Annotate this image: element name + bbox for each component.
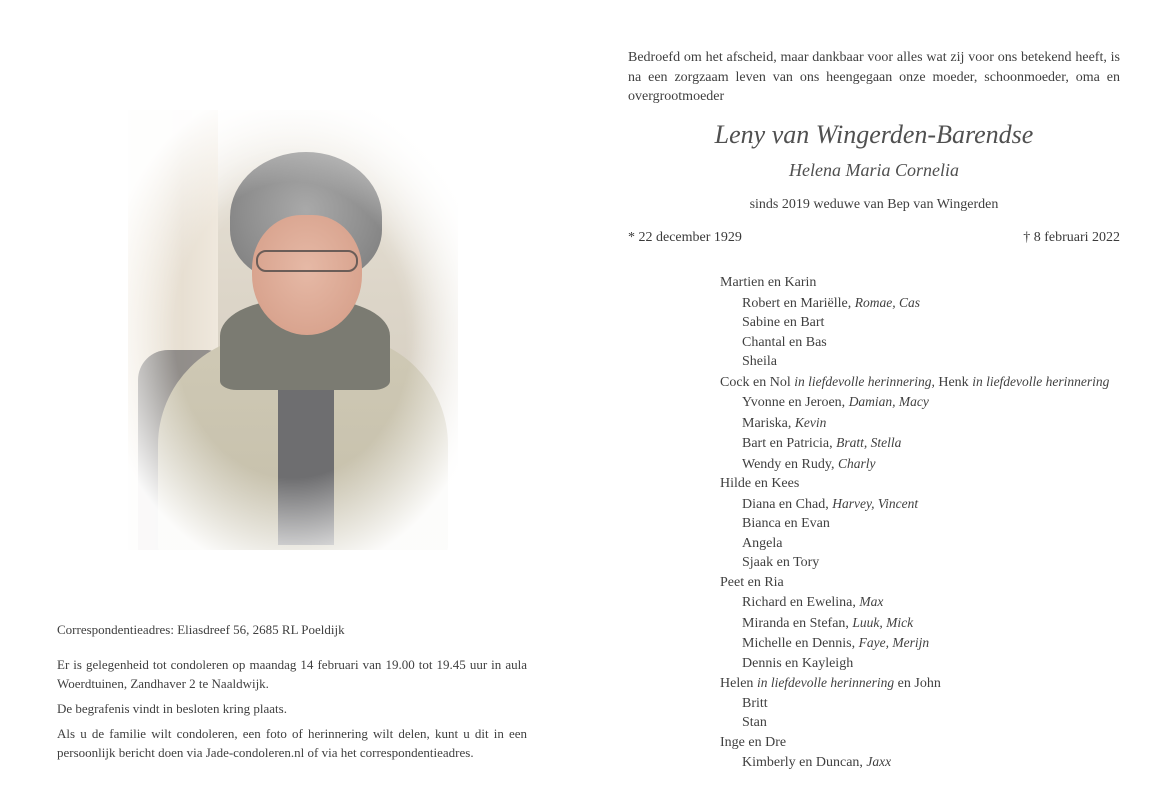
family-name-italic: Luuk, Mick: [852, 614, 914, 630]
intro-text: Bedroefd om het afscheid, maar dankbaar voor alles wat zij voor ons betekend heeft, is na een zorgzaam leven van ons heengegaan onze moeder, schoonmoeder, oma en overgrootmoeder: [628, 50, 1120, 104]
family-grandchild-line: [720, 392, 1140, 413]
family-name-italic: Kevin: [794, 414, 827, 430]
death-date: † 8 februari 2022: [1023, 230, 1120, 245]
family-name-italic: Damian, Macy: [848, 394, 929, 409]
family-name: Peet en Ria: [720, 574, 784, 590]
family-child-line: [720, 733, 1140, 753]
family-name: Richard en Ewelina,: [742, 595, 860, 610]
family-name: Chantal en Bas: [742, 334, 827, 350]
family-name: Wendy en Rudy,: [742, 456, 838, 472]
family-name-italic: Charly: [837, 455, 876, 471]
family-name: Hilde en Kees: [720, 476, 800, 491]
family-name-italic: Faye, Merijn: [858, 635, 930, 650]
family-name-italic: Jaxx: [866, 754, 892, 769]
family-name-italic: in liefdevolle herinnering,: [794, 373, 935, 389]
family-name: Mariska,: [742, 415, 795, 431]
correspondence-address: Correspondentieadres: Eliasdreef 56, 2685 RL Poeldijk: [57, 622, 345, 637]
family-grandchild-line: [720, 553, 1140, 573]
condolence-info: Er is gelegenheid tot condoleren op maandag 14 februari van 19.00 tot 19.45 uur in aula Woerdtuinen, Zandhaver 2 te Naaldwijk.: [57, 657, 527, 691]
family-grandchild-line: [720, 413, 1140, 434]
family-grandchild-line: [720, 534, 1140, 554]
family-grandchild-line: [720, 694, 1140, 714]
family-name: Britt: [742, 695, 768, 711]
funeral-info: De begrafenis vindt in besloten kring plaats.: [57, 701, 287, 716]
family-name-italic: in liefdevolle herinnering: [972, 373, 1110, 389]
family-grandchild-line: [720, 592, 1140, 613]
family-name-italic: Max: [859, 594, 884, 609]
family-grandchild-line: [720, 514, 1140, 534]
family-name: Helen: [720, 676, 757, 691]
family-grandchild-line: [720, 713, 1140, 733]
family-name: Henk: [934, 374, 973, 390]
family-grandchild-line: [720, 613, 1140, 634]
widow-line: sinds 2019 weduwe van Bep van Wingerden: [749, 197, 999, 212]
family-name: Bianca en Evan: [742, 516, 830, 531]
family-grandchild-line: [720, 633, 1140, 654]
family-name: Robert en Mariëlle,: [742, 295, 855, 311]
family-name: Dennis en Kayleigh: [742, 655, 854, 671]
family-name: Bart en Patricia,: [742, 436, 837, 451]
family-name: Michelle en Dennis,: [742, 636, 859, 651]
family-grandchild-line: [720, 333, 1140, 353]
family-name-italic: Bratt, Stella: [836, 435, 902, 450]
family-list: [720, 273, 1140, 773]
given-names: Helena Maria Cornelia: [789, 160, 959, 180]
portrait-photo: [128, 110, 458, 550]
family-grandchild-line: [720, 654, 1140, 674]
family-child-line: [720, 573, 1140, 593]
family-name: Inge en Dre: [720, 734, 787, 750]
family-name: Diana en Chad,: [742, 496, 833, 512]
family-name-italic: in liefdevolle herinnering: [756, 675, 895, 690]
family-child-line: [720, 372, 1140, 393]
family-grandchild-line: [720, 752, 1140, 773]
family-child-line: [720, 474, 1140, 494]
family-name: en John: [894, 676, 941, 691]
family-child-line: [720, 673, 1140, 694]
family-grandchild-line: [720, 454, 1140, 475]
family-name: Yvonne en Jeroen,: [742, 395, 849, 410]
family-name: Kimberly en Duncan,: [742, 755, 867, 770]
family-name: Cock en Nol: [720, 374, 795, 390]
birth-date: * 22 december 1929: [628, 230, 742, 245]
family-grandchild-line: [720, 313, 1140, 333]
family-name: Stan: [742, 715, 767, 730]
family-grandchild-line: [720, 352, 1140, 372]
deceased-name: Leny van Wingerden-Barendse: [714, 120, 1034, 149]
family-name: Angela: [742, 535, 783, 551]
online-condolence-info: Als u de familie wilt condoleren, een foto of herinnering wilt delen, kunt u dit in een persoonlijk bericht doen via Jade-condoleren.nl of via het correspondentieadres.: [57, 726, 527, 760]
family-name-italic: Harvey, Vincent: [832, 495, 919, 511]
photo-vignette: [128, 110, 458, 550]
family-name: Miranda en Stefan,: [742, 615, 853, 631]
family-grandchild-line: [720, 433, 1140, 454]
family-name: Martien en Karin: [720, 275, 817, 290]
family-name: Sheila: [742, 354, 777, 369]
family-name: Sjaak en Tory: [742, 555, 820, 570]
family-name-italic: Romae, Cas: [854, 294, 920, 310]
family-grandchild-line: [720, 494, 1140, 515]
family-grandchild-line: [720, 293, 1140, 314]
family-name: Sabine en Bart: [742, 315, 825, 330]
family-child-line: [720, 273, 1140, 293]
